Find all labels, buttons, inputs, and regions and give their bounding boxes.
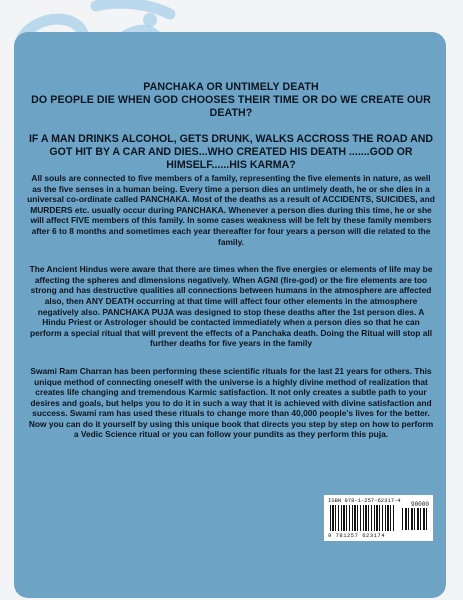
isbn-barcode [324, 495, 433, 541]
body-paragraph: The Ancient Hindus were aware that there are times when the five energies or elements of life may be affecting the spheres and dimensions negatively. When AGNI (fire-god) or the fire elements are too strong and has destructive qualities all connections between humans in the atmosphere are affected also, then ANY DEATH occurring at that time will affect four other elements in the atmosphere negatively also. PANCHAKA PUJA was designed to stop these deaths after the 1st person dies. A Hindu Priest or Astrologer should be contacted immediately when a person dies so that he can perform a special ritual that will prevent the effects of a Panchaka death. Doing the Ritual will stop all further deaths for five years in the family [29, 264, 433, 349]
barcode-bars [330, 505, 396, 531]
barcode-number: 9 781257 623174 [328, 532, 386, 539]
title-line: DO PEOPLE DIE WHEN GOD CHOOSES THEIR TIME OR DO WE CREATE OUR DEATH? [31, 94, 431, 119]
page-title [26, 81, 436, 120]
isbn-label: ISBN 978-1-257-62317-4 [328, 497, 401, 504]
price-barcode-bars [402, 508, 428, 530]
title-line: PANCHAKA OR UNTIMELY DEATH [143, 81, 319, 93]
body-paragraph: Swami Ram Charran has been performing these scientific rituals for the last 21 years for others. This unique method of connecting oneself with the universe is a highly divine method of realization that creates life changing and tremendous Karmic satisfaction. It not only creates a subtle path to your desires and goals, but helps you to do it in such a way that it is achieved with divine satisfaction and success. Swami ram has used these rituals to change more than 40,000 people's lives for the better. Now you can do it yourself by using this unique book that directs you step by step on how to perform a Vedic Science ritual or you can follow your pundits as they perform this puja. [28, 365, 434, 440]
karma-question: IF A MAN DRINKS ALCOHOL, GETS DRUNK, WALKS ACCROSS THE ROAD AND GOT HIT BY A CAR AND DIES...WHO CREATED HIS DEATH .......GOD OR HIMSELF......HIS KARMA? [28, 133, 434, 171]
price-code: 90000 [410, 501, 429, 508]
body-paragraph: All souls are connected to five members of a family, representing the five elements in nature, as well as the five senses in a human being. Every time a person dies an untimely death, he or she dies in a universal co-ordinate called PANCHAKA. Most of the deaths as a result of ACCIDENTS, SUICIDES, and MURDERS etc. usually occur during PANCHAKA. Whenever a person dies during this time, he or she will affect FIVE members of this family. In some cases weakness will be felt by these family members after 6 to 8 months and sometimes each year thereafter for four years a person will die related to the family. [27, 173, 435, 247]
